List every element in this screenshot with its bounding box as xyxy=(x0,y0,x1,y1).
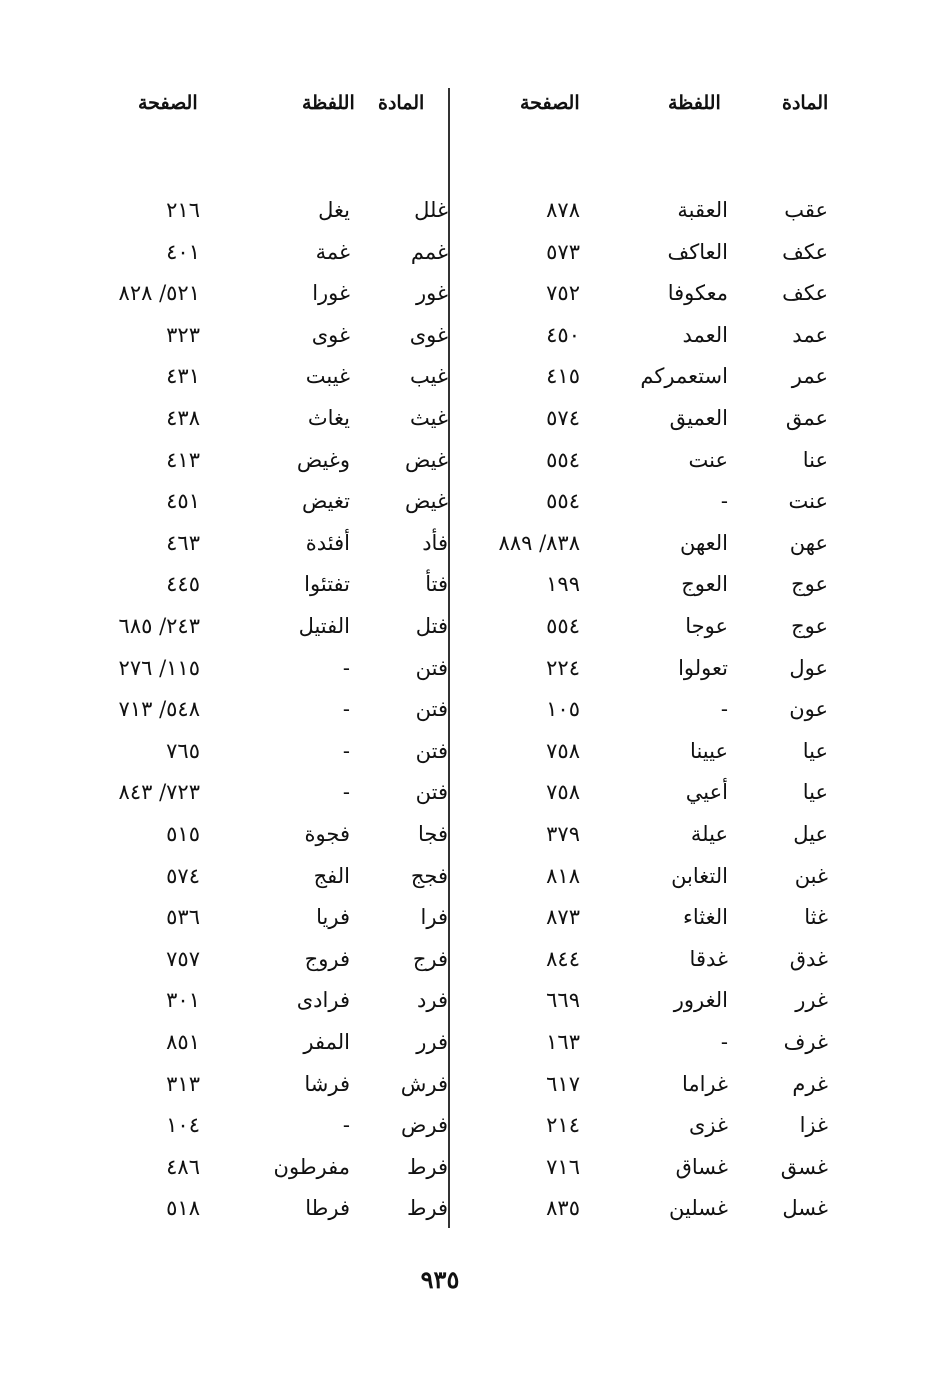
cell-page: ٨١٨ xyxy=(546,863,580,888)
cell-word: وغيض xyxy=(296,447,350,472)
cell-materia: فتأ xyxy=(425,572,448,597)
cell-page: ٢١٤ xyxy=(546,1113,580,1138)
cell-page: ٤٣٨ xyxy=(166,406,200,430)
cell-materia: غزا xyxy=(799,1113,828,1138)
cell-word: الفتيل xyxy=(298,614,350,638)
cell-page: ١٠٥ xyxy=(546,697,580,722)
table-row xyxy=(0,814,940,854)
cell-materia: عيا xyxy=(802,738,828,763)
cell-materia: فرج xyxy=(412,946,448,971)
cell-page: ٨٣٨/ ٨٨٩ xyxy=(498,530,580,555)
cell-word: يغل xyxy=(318,198,350,222)
cell-materia: فرا xyxy=(420,905,448,930)
cell-page: ٣٠١ xyxy=(166,988,200,1013)
cell-page: ٥٧٣ xyxy=(546,239,580,264)
right-header-materia: المادة xyxy=(782,92,829,114)
cell-materia: فرط xyxy=(406,1196,448,1221)
cell-word: مفرطون xyxy=(273,1154,350,1179)
table-row xyxy=(0,1105,940,1145)
cell-word: عيينا xyxy=(690,738,728,763)
cell-materia: غسل xyxy=(782,1196,828,1221)
cell-materia: عول xyxy=(789,655,828,680)
cell-materia: فرد xyxy=(417,988,448,1013)
cell-word: غراما xyxy=(681,1071,728,1096)
cell-materia: فرر xyxy=(416,1030,448,1054)
cell-page: ٥٧٤ xyxy=(166,863,200,888)
cell-materia: عمر xyxy=(791,364,828,389)
cell-page: ٣١٣ xyxy=(166,1071,200,1096)
cell-word: العهن xyxy=(679,530,728,555)
cell-word: العاكف xyxy=(667,239,728,264)
cell-word: غيبت xyxy=(305,364,350,389)
cell-page: ٥٥٤ xyxy=(546,614,580,638)
cell-page: ٤١٥ xyxy=(546,364,580,389)
cell-word: تفتئوا xyxy=(304,572,350,597)
cell-word: استعمركم xyxy=(640,364,728,389)
cell-materia: فرش xyxy=(400,1071,448,1096)
cell-materia: عكف xyxy=(782,281,828,306)
cell-word: أعيي xyxy=(685,780,728,805)
cell-page: ٥٣٦ xyxy=(166,905,200,930)
cell-page: ٧١٦ xyxy=(546,1154,580,1179)
cell-materia: عمد xyxy=(792,322,828,347)
cell-word: فرطا xyxy=(305,1196,350,1221)
cell-word: - xyxy=(342,697,350,722)
cell-word: عوجا xyxy=(685,614,728,638)
cell-page: ٤١٣ xyxy=(166,447,200,472)
cell-word: غزى xyxy=(688,1113,728,1138)
table-row xyxy=(0,315,940,355)
cell-materia: غيض xyxy=(404,447,448,472)
cell-page: ٧٥٧ xyxy=(166,946,200,971)
cell-word: غساق xyxy=(675,1154,728,1179)
table-row xyxy=(0,356,940,396)
cell-materia: عوج xyxy=(791,614,828,638)
cell-materia: فجج xyxy=(410,863,448,888)
cell-materia: غبن xyxy=(794,863,828,888)
cell-page: ٨٧٣ xyxy=(546,905,580,930)
cell-materia: عيل xyxy=(793,822,828,846)
cell-materia: غرر xyxy=(795,988,828,1013)
cell-word: التغابن xyxy=(671,863,728,888)
cell-page: ٧٥٨ xyxy=(546,780,580,805)
table-row xyxy=(0,897,940,937)
cell-page: ٥٧٤ xyxy=(546,406,580,430)
cell-word: تعولوا xyxy=(678,655,728,680)
cell-word: - xyxy=(720,489,728,514)
cell-word: الفج xyxy=(313,863,350,888)
cell-word: فرشا xyxy=(304,1071,350,1096)
cell-page: ٤٣١ xyxy=(166,364,200,389)
cell-materia: غور xyxy=(416,281,448,306)
cell-word: العقبة xyxy=(677,198,728,222)
cell-word: فرادى xyxy=(296,988,350,1013)
cell-word: يغاث xyxy=(307,406,350,430)
cell-materia: فأد xyxy=(422,530,448,555)
cell-materia: عنا xyxy=(802,447,828,472)
left-header-page: الصفحة xyxy=(138,92,198,114)
cell-word: - xyxy=(342,1113,350,1138)
cell-page: ٥١٥ xyxy=(166,822,200,846)
cell-page: ٥٢١/ ٨٢٨ xyxy=(118,281,200,306)
table-row xyxy=(0,481,940,521)
cell-page: ٤٤٥ xyxy=(166,572,200,597)
table-row xyxy=(0,1064,940,1104)
table-row xyxy=(0,606,940,646)
cell-page: ٨٥١ xyxy=(166,1030,200,1054)
cell-page: ٨٣٥ xyxy=(546,1196,580,1221)
table-row xyxy=(0,980,940,1020)
cell-page: ٧٥٢ xyxy=(546,281,580,306)
cell-word: أفئدة xyxy=(305,530,350,555)
cell-materia: عقب xyxy=(784,198,828,222)
cell-page: ١٠٤ xyxy=(166,1113,200,1138)
cell-materia: عكف xyxy=(782,239,828,264)
cell-page: ٢٢٤ xyxy=(546,655,580,680)
cell-page: ٨٤٤ xyxy=(546,946,580,971)
cell-word: غوى xyxy=(311,322,350,347)
cell-page: ٥٥٤ xyxy=(546,447,580,472)
cell-materia: عمق xyxy=(785,406,828,430)
cell-word: - xyxy=(720,697,728,722)
cell-page: ٧٦٥ xyxy=(166,738,200,763)
table-row xyxy=(0,772,940,812)
cell-word: العوج xyxy=(681,572,728,597)
cell-word: - xyxy=(342,780,350,805)
cell-page: ٤٦٣ xyxy=(166,530,200,555)
cell-word: معكوفا xyxy=(667,281,728,306)
cell-word: غمة xyxy=(315,239,350,264)
cell-page: ٤٥٠ xyxy=(546,322,580,347)
cell-materia: غسق xyxy=(780,1154,828,1179)
cell-page: ٨٧٨ xyxy=(546,198,580,222)
cell-word: الغثاء xyxy=(683,905,728,930)
left-header-materia: المادة xyxy=(378,92,425,114)
cell-page: ٣٢٣ xyxy=(166,322,200,347)
cell-materia: غدق xyxy=(789,946,828,971)
cell-word: فروج xyxy=(304,946,350,971)
cell-materia: فجا xyxy=(418,822,448,846)
cell-materia: عيا xyxy=(802,780,828,805)
cell-page: ٧٢٣/ ٨٤٣ xyxy=(118,780,200,805)
table-row xyxy=(0,1147,940,1187)
cell-word: غسلين xyxy=(669,1196,728,1221)
cell-page: ٥١٨ xyxy=(166,1196,200,1221)
cell-word: تغيض xyxy=(301,489,350,514)
cell-page: ١٩٩ xyxy=(546,572,580,597)
table-row xyxy=(0,440,940,480)
table-row xyxy=(0,1022,940,1062)
cell-materia: فتن xyxy=(415,780,448,805)
cell-page: ٤٠١ xyxy=(166,239,200,264)
cell-word: عيلة xyxy=(690,822,728,846)
cell-page: ٦٦٩ xyxy=(546,988,580,1013)
table-row xyxy=(0,564,940,604)
cell-page: ٦١٧ xyxy=(546,1071,580,1096)
cell-materia: فرض xyxy=(400,1113,448,1138)
cell-materia: فرط xyxy=(406,1154,448,1179)
cell-page: ١٦٣ xyxy=(546,1030,580,1054)
table-row xyxy=(0,273,940,313)
cell-materia: عهن xyxy=(789,530,828,555)
cell-page: ٤٨٦ xyxy=(166,1154,200,1179)
cell-materia: غيض xyxy=(404,489,448,514)
cell-page: ١١٥/ ٢٧٦ xyxy=(118,655,200,680)
cell-page: ٧٥٨ xyxy=(546,738,580,763)
table-row xyxy=(0,1188,940,1228)
cell-materia: فتل xyxy=(415,614,448,638)
table-row xyxy=(0,856,940,896)
cell-word: الغرور xyxy=(673,988,728,1013)
table-row xyxy=(0,939,940,979)
cell-word: العميق xyxy=(669,406,728,430)
cell-page: ٢١٦ xyxy=(166,198,200,222)
table-row xyxy=(0,232,940,272)
table-row xyxy=(0,648,940,688)
cell-materia: فتن xyxy=(415,738,448,763)
cell-word: غورا xyxy=(312,281,350,306)
left-header-word: اللفظة xyxy=(302,92,355,114)
cell-materia: عون xyxy=(789,697,828,722)
cell-materia: غرف xyxy=(783,1030,828,1054)
page-number: ٩٣٥ xyxy=(420,1265,460,1294)
cell-word: فريا xyxy=(316,905,350,930)
table-row xyxy=(0,190,940,230)
cell-materia: غثا xyxy=(804,905,828,930)
cell-materia: غرم xyxy=(792,1071,828,1096)
cell-page: ٥٤٨/ ٧١٣ xyxy=(118,697,200,722)
table-row xyxy=(0,398,940,438)
table-row xyxy=(0,523,940,563)
cell-page: ٣٧٩ xyxy=(546,822,580,846)
table-row xyxy=(0,731,940,771)
cell-page: ٢٤٣/ ٦٨٥ xyxy=(118,614,200,638)
cell-word: عنت xyxy=(688,447,728,472)
cell-word: - xyxy=(342,738,350,763)
cell-page: ٥٥٤ xyxy=(546,489,580,514)
right-header-word: اللفظة xyxy=(668,92,721,114)
cell-materia: غيب xyxy=(410,364,448,389)
right-header-page: الصفحة xyxy=(520,92,580,114)
cell-materia: غوى xyxy=(409,322,448,347)
cell-word: - xyxy=(720,1030,728,1054)
cell-page: ٤٥١ xyxy=(166,489,200,514)
cell-word: - xyxy=(342,655,350,680)
table-row xyxy=(0,689,940,729)
cell-word: المفر xyxy=(303,1030,350,1054)
cell-materia: عنت xyxy=(788,489,828,514)
cell-word: العمد xyxy=(682,322,728,347)
cell-word: غدقا xyxy=(689,946,728,971)
cell-materia: غيث xyxy=(410,406,448,430)
cell-materia: فتن xyxy=(415,655,448,680)
cell-word: فجوة xyxy=(304,822,350,846)
cell-materia: فتن xyxy=(415,697,448,722)
cell-materia: غلل xyxy=(414,198,448,222)
cell-materia: عوج xyxy=(791,572,828,597)
cell-materia: غمم xyxy=(410,239,448,264)
